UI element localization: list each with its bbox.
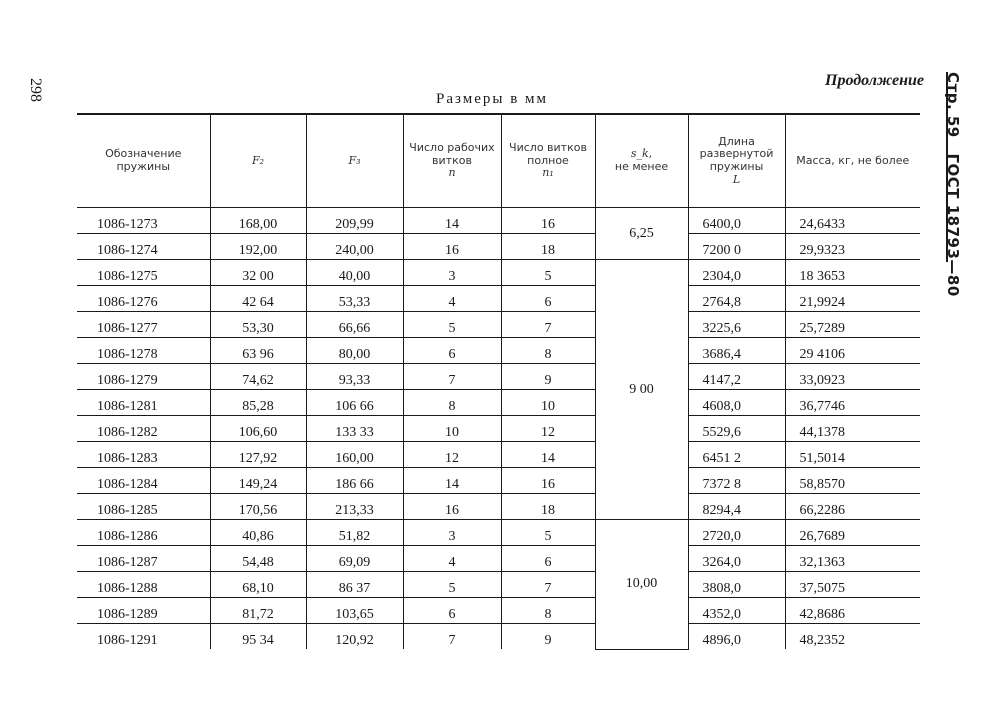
total-coils: 12 <box>501 416 595 442</box>
total-coils: 9 <box>501 364 595 390</box>
force-f2: 170,56 <box>210 494 306 520</box>
spring-designation: 1086-1279 <box>77 364 210 390</box>
force-f2: 54,48 <box>210 546 306 572</box>
working-coils: 7 <box>403 624 501 650</box>
force-f3: 106 66 <box>306 390 403 416</box>
table-row <box>77 494 920 520</box>
working-coils: 5 <box>403 312 501 338</box>
working-coils: 8 <box>403 390 501 416</box>
total-coils: 8 <box>501 338 595 364</box>
total-coils: 5 <box>501 520 595 546</box>
force-f3: 120,92 <box>306 624 403 650</box>
total-coils: 9 <box>501 624 595 650</box>
spring-designation: 1086-1274 <box>77 234 210 260</box>
total-coils: 18 <box>501 234 595 260</box>
spring-table-wrap <box>77 113 920 650</box>
developed-length: 5529,6 <box>688 416 785 442</box>
developed-length: 3808,0 <box>688 572 785 598</box>
table-header-row <box>77 115 920 208</box>
total-coils: 7 <box>501 572 595 598</box>
force-f3: 103,65 <box>306 598 403 624</box>
table-row <box>77 520 920 546</box>
total-coils: 7 <box>501 312 595 338</box>
total-coils: 16 <box>501 468 595 494</box>
spring-designation: 1086-1273 <box>77 208 210 234</box>
spring-designation: 1086-1284 <box>77 468 210 494</box>
working-coils: 6 <box>403 598 501 624</box>
total-coils: 6 <box>501 546 595 572</box>
working-coils: 16 <box>403 234 501 260</box>
mass-kg: 37,5075 <box>785 572 920 598</box>
column-header <box>403 115 501 208</box>
working-coils: 7 <box>403 364 501 390</box>
mass-kg: 29,9323 <box>785 234 920 260</box>
spring-designation: 1086-1283 <box>77 442 210 468</box>
header-text: не менее <box>614 160 669 173</box>
header-variable: n₁ <box>542 166 554 180</box>
developed-length: 4608,0 <box>688 390 785 416</box>
table-row <box>77 260 920 286</box>
table-row <box>77 468 920 494</box>
column-header <box>501 115 595 208</box>
developed-length: 4352,0 <box>688 598 785 624</box>
force-f3: 93,33 <box>306 364 403 390</box>
force-f2: 85,28 <box>210 390 306 416</box>
force-f2: 40,86 <box>210 520 306 546</box>
table-body <box>77 208 920 650</box>
total-coils: 14 <box>501 442 595 468</box>
working-coils: 6 <box>403 338 501 364</box>
table-row <box>77 312 920 338</box>
total-coils: 10 <box>501 390 595 416</box>
force-f2: 127,92 <box>210 442 306 468</box>
mass-kg: 24,6433 <box>785 208 920 234</box>
mass-kg: 44,1378 <box>785 416 920 442</box>
force-f3: 133 33 <box>306 416 403 442</box>
mass-kg: 18 3653 <box>785 260 920 286</box>
table-row <box>77 624 920 650</box>
working-coils: 3 <box>403 260 501 286</box>
force-f2: 68,10 <box>210 572 306 598</box>
header-variable: F₃ <box>348 153 361 167</box>
gap-sk: 10,00 <box>595 520 688 650</box>
developed-length: 2720,0 <box>688 520 785 546</box>
working-coils: 10 <box>403 416 501 442</box>
force-f2: 32 00 <box>210 260 306 286</box>
header-text: Число витков полное <box>509 141 587 167</box>
table-row <box>77 416 920 442</box>
force-f2: 81,72 <box>210 598 306 624</box>
developed-length: 2304,0 <box>688 260 785 286</box>
mass-kg: 42,8686 <box>785 598 920 624</box>
force-f2: 106,60 <box>210 416 306 442</box>
standard-id: ГОСТ 18793—80 <box>944 153 962 297</box>
force-f2: 149,24 <box>210 468 306 494</box>
spring-designation: 1086-1285 <box>77 494 210 520</box>
force-f2: 192,00 <box>210 234 306 260</box>
force-f3: 51,82 <box>306 520 403 546</box>
total-coils: 5 <box>501 260 595 286</box>
developed-length: 8294,4 <box>688 494 785 520</box>
table-row <box>77 286 920 312</box>
header-text: Масса, кг, не более <box>796 153 910 167</box>
spring-designation: 1086-1275 <box>77 260 210 286</box>
spring-designation: 1086-1282 <box>77 416 210 442</box>
spring-designation: 1086-1288 <box>77 572 210 598</box>
working-coils: 4 <box>403 286 501 312</box>
mass-kg: 29 4106 <box>785 338 920 364</box>
mass-kg: 25,7289 <box>785 312 920 338</box>
gap-sk: 6,25 <box>595 208 688 260</box>
header-text: Обозначение пружины <box>105 147 182 173</box>
developed-length: 3264,0 <box>688 546 785 572</box>
force-f2: 63 96 <box>210 338 306 364</box>
table-row <box>77 390 920 416</box>
developed-length: 6400,0 <box>688 208 785 234</box>
header-variable: s_k, <box>630 147 653 161</box>
mass-kg: 26,7689 <box>785 520 920 546</box>
continuation-label: Продолжение <box>825 72 924 89</box>
force-f3: 160,00 <box>306 442 403 468</box>
working-coils: 5 <box>403 572 501 598</box>
gap-sk: 9 00 <box>595 260 688 520</box>
header-variable: L <box>732 172 741 186</box>
table-row <box>77 338 920 364</box>
developed-length: 2764,8 <box>688 286 785 312</box>
working-coils: 14 <box>403 468 501 494</box>
developed-length: 7372 8 <box>688 468 785 494</box>
spring-designation: 1086-1291 <box>97 633 158 648</box>
force-f2: 95 34 <box>210 624 306 650</box>
column-header <box>77 115 210 208</box>
working-coils: 16 <box>403 494 501 520</box>
spring-designation: 1086-1286 <box>77 520 210 546</box>
developed-length: 6451 2 <box>688 442 785 468</box>
mass-kg: 48,2352 <box>785 624 920 650</box>
page-number: 298 <box>27 78 44 102</box>
total-coils: 8 <box>501 598 595 624</box>
total-coils: 16 <box>501 208 595 234</box>
column-header <box>785 115 920 208</box>
developed-length: 4896,0 <box>688 624 785 650</box>
spring-designation: 1086-1289 <box>77 598 210 624</box>
spring-designation: 1086-1287 <box>77 546 210 572</box>
force-f2: 168,00 <box>210 208 306 234</box>
header-text: Число рабочих витков <box>409 141 495 167</box>
column-header <box>688 115 785 208</box>
developed-length: 4147,2 <box>688 364 785 390</box>
header-variable: n <box>448 166 456 180</box>
force-f3: 40,00 <box>306 260 403 286</box>
spring-designation: 1086-1276 <box>77 286 210 312</box>
total-coils: 6 <box>501 286 595 312</box>
working-coils: 12 <box>403 442 501 468</box>
column-header <box>210 115 306 208</box>
header-text: Длина развернутой пружины <box>699 134 774 173</box>
table-row <box>77 208 920 234</box>
force-f3: 186 66 <box>306 468 403 494</box>
mass-kg: 32,1363 <box>785 546 920 572</box>
header-variable: F₂ <box>251 153 265 167</box>
table-row <box>77 364 920 390</box>
working-coils: 4 <box>403 546 501 572</box>
working-coils: 3 <box>403 520 501 546</box>
spring-designation: 1086-1281 <box>77 390 210 416</box>
force-f3: 53,33 <box>306 286 403 312</box>
developed-length: 3686,4 <box>688 338 785 364</box>
force-f2: 42 64 <box>210 286 306 312</box>
mass-kg: 66,2286 <box>785 494 920 520</box>
column-header <box>595 115 688 208</box>
force-f2: 53,30 <box>210 312 306 338</box>
table-row <box>77 234 920 260</box>
developed-length: 7200 0 <box>688 234 785 260</box>
table-row <box>77 442 920 468</box>
mass-kg: 21,9924 <box>785 286 920 312</box>
developed-length: 3225,6 <box>688 312 785 338</box>
page-ref: Стр. 59 <box>944 72 962 138</box>
table-row <box>77 546 920 572</box>
mass-kg: 51,5014 <box>785 442 920 468</box>
working-coils: 14 <box>403 208 501 234</box>
force-f3: 80,00 <box>306 338 403 364</box>
force-f3: 213,33 <box>306 494 403 520</box>
table-row <box>77 598 920 624</box>
spring-designation: 1086-1278 <box>77 338 210 364</box>
mass-kg: 58,8570 <box>785 468 920 494</box>
force-f3: 66,66 <box>306 312 403 338</box>
total-coils: 18 <box>501 494 595 520</box>
force-f3: 86 37 <box>306 572 403 598</box>
force-f3: 209,99 <box>306 208 403 234</box>
units-caption: Размеры в мм <box>436 91 549 107</box>
force-f3: 240,00 <box>306 234 403 260</box>
force-f3: 69,09 <box>306 546 403 572</box>
spring-designation: 1086-1277 <box>77 312 210 338</box>
table-row <box>77 572 920 598</box>
force-f2: 74,62 <box>210 364 306 390</box>
standard-side-label <box>944 72 962 307</box>
mass-kg: 36,7746 <box>785 390 920 416</box>
spring-table <box>77 115 920 650</box>
column-header <box>306 115 403 208</box>
mass-kg: 33,0923 <box>785 364 920 390</box>
